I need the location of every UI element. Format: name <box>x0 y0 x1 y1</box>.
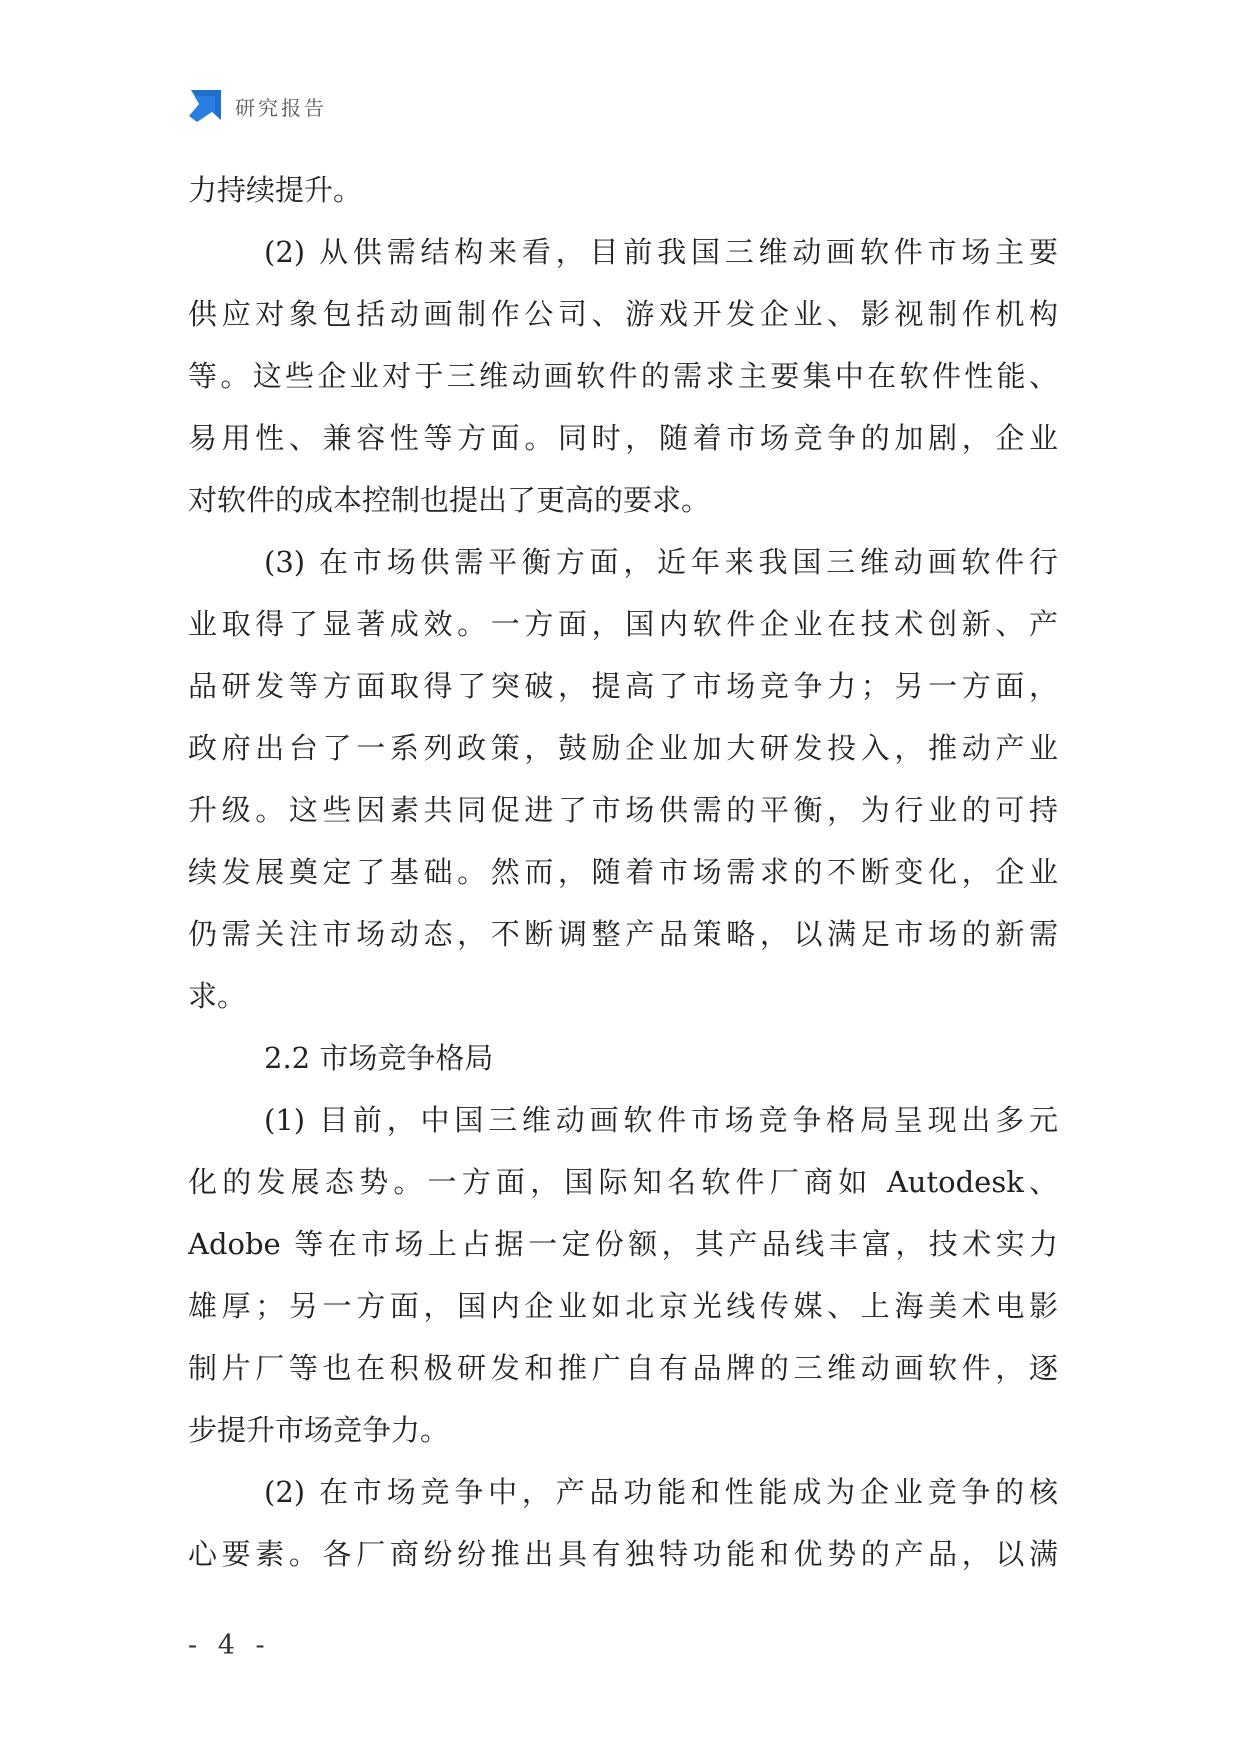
page-header <box>187 88 327 124</box>
text-line: Adobe 等在市场上占据一定份额，其产品线丰富，技术实力 <box>188 1227 1058 1261</box>
section-heading: 2.2 市场竞争格局 <box>264 1041 494 1075</box>
text-line: 对软件的成本控制也提出了更高的要求。 <box>188 483 711 517</box>
text-line: 化的发展态势。一方面，国际知名软件厂商如 Autodesk、 <box>188 1165 1058 1199</box>
text-line: 供应对象包括动画制作公司、游戏开发企业、影视制作机构 <box>188 297 1058 331</box>
text-line: 仍需关注市场动态，不断调整产品策略，以满足市场的新需 <box>188 917 1058 951</box>
arrow-up-right-icon <box>187 88 223 124</box>
text-line: 制片厂等也在积极研发和推广自有品牌的三维动画软件，逐 <box>188 1351 1058 1385</box>
text-line: 升级。这些因素共同促进了市场供需的平衡，为行业的可持 <box>188 793 1058 827</box>
text-line: 续发展奠定了基础。然而，随着市场需求的不断变化，企业 <box>188 855 1058 889</box>
text-line: (2) 从供需结构来看，目前我国三维动画软件市场主要 <box>264 235 1058 269</box>
text-line: 求。 <box>188 979 247 1013</box>
text-line: 品研发等方面取得了突破，提高了市场竞争力；另一方面， <box>188 669 1058 703</box>
text-line: 等。这些企业对于三维动画软件的需求主要集中在软件性能、 <box>188 359 1058 393</box>
header-title: 研究报告 <box>235 95 327 120</box>
text-line: (2) 在市场竞争中，产品功能和性能成为企业竞争的核 <box>264 1475 1058 1509</box>
text-line: 业取得了显著成效。一方面，国内软件企业在技术创新、产 <box>188 607 1058 641</box>
text-line: 力持续提升。 <box>188 173 363 207</box>
text-line: 雄厚；另一方面，国内企业如北京光线传媒、上海美术电影 <box>188 1289 1058 1323</box>
page-number: - 4 - <box>188 1630 271 1661</box>
text-line: 易用性、兼容性等方面。同时，随着市场竞争的加剧，企业 <box>188 421 1058 455</box>
text-line: (3) 在市场供需平衡方面，近年来我国三维动画软件行 <box>264 545 1058 579</box>
text-line: 政府出台了一系列政策，鼓励企业加大研发投入，推动产业 <box>188 731 1058 765</box>
text-line: 心要素。各厂商纷纷推出具有独特功能和优势的产品，以满 <box>188 1537 1058 1571</box>
text-line: 步提升市场竞争力。 <box>188 1413 450 1447</box>
text-line: (1) 目前，中国三维动画软件市场竞争格局呈现出多元 <box>264 1103 1058 1137</box>
document-body <box>188 159 1058 1585</box>
